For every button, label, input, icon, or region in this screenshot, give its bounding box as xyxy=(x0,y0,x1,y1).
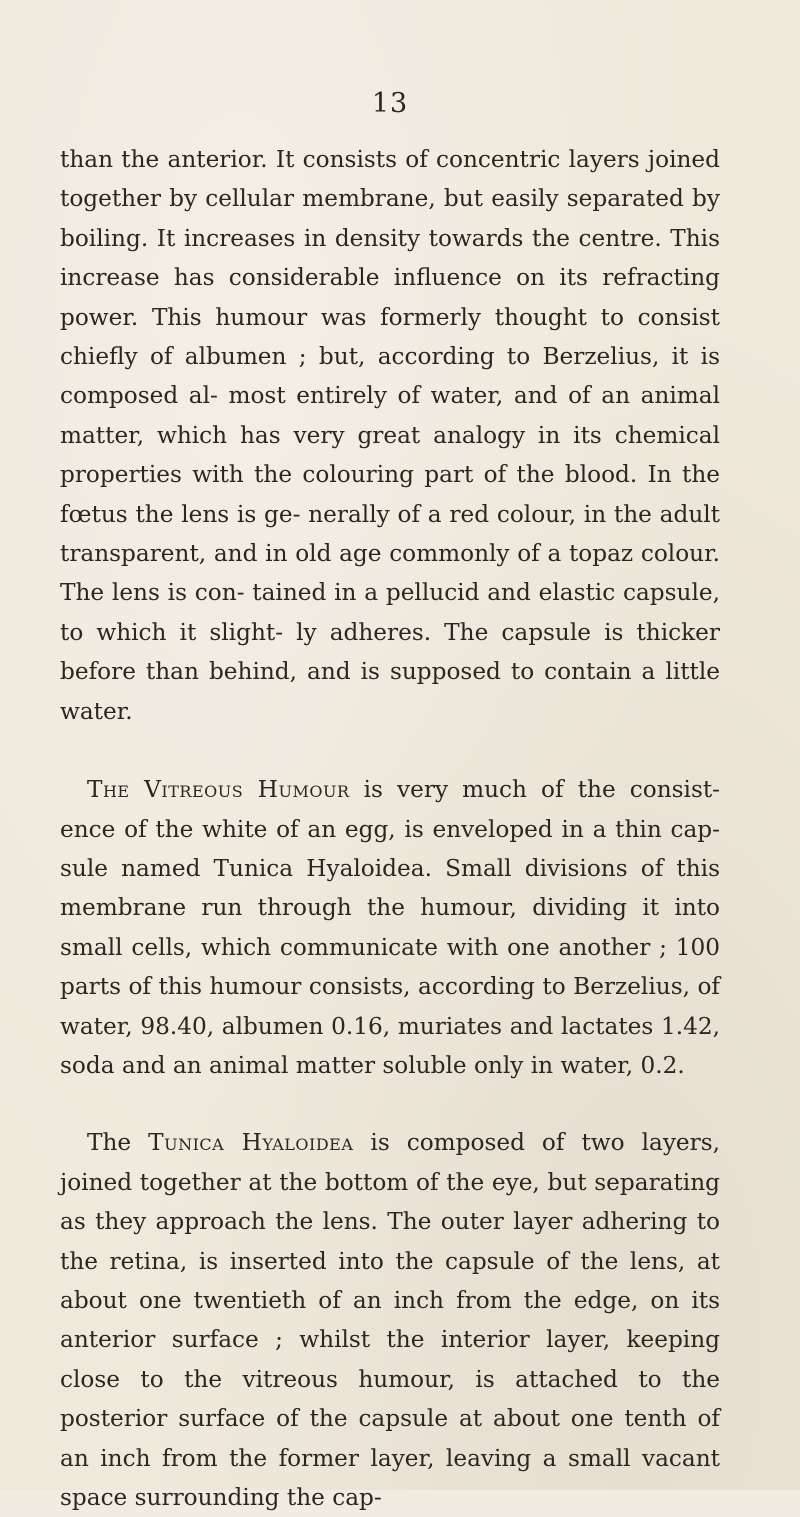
page-number: 13 xyxy=(371,88,409,119)
paragraph-text: than the anterior. It consists of concentric layers joined together by cellular membrane, but easily separated by boiling. It increases in density towards the centre. This increase has considerable influence on its refracting power. This humour was formerly thought to consist chiefly of albumen ; but, according to Berzelius, it is composed al- most entirely of water, and of an animal matter, which has very great analogy in its chemical properties with the colouring part of the blood. In the fœtus the lens is ge- nerally of a red colour, in the adult transparent, and in old age commonly of a topaz colour. The lens is con- tained in a pellucid and elastic capsule, to which it slight- ly adheres. The capsule is thicker before than behind, and is supposed to contain a little water. xyxy=(60,146,720,725)
paragraph-prefix: The xyxy=(87,1129,149,1157)
section-lead: The Vitreous Humour xyxy=(87,776,350,804)
paragraph-tunica-hyaloidea xyxy=(60,1123,720,1517)
paragraph-vitreous-humour xyxy=(60,770,720,1085)
paragraph-lens xyxy=(60,140,720,731)
paragraph-text: is composed of two layers, joined together at the bottom of the eye, but separating as they approach the lens. The outer layer adhering to the retina, is inserted into the capsule of the lens, at about one twentieth of an inch from the edge, on its anterior surface ; whilst the interior layer, keeping close to the vitreous humour, is attached to the posterior surface of the capsule at about one tenth of an inch from the former layer, leaving a small vacant space surrounding the cap- xyxy=(60,1129,720,1511)
paragraph-text: is very much of the consist- ence of the white of an egg, is enveloped in a thin cap- sule named Tunica Hyaloidea. Small divisions of this membrane run through the humour, dividing it into small cells, which communicate with one another ; 100 parts of this humour consists, according to Berzelius, of water, 98.40, albumen 0.16, muriates and lactates 1.42, soda and an animal matter soluble only in water, 0.2. xyxy=(60,776,720,1079)
body-text xyxy=(60,140,720,1517)
section-lead: Tunica Hyaloidea xyxy=(148,1129,354,1157)
